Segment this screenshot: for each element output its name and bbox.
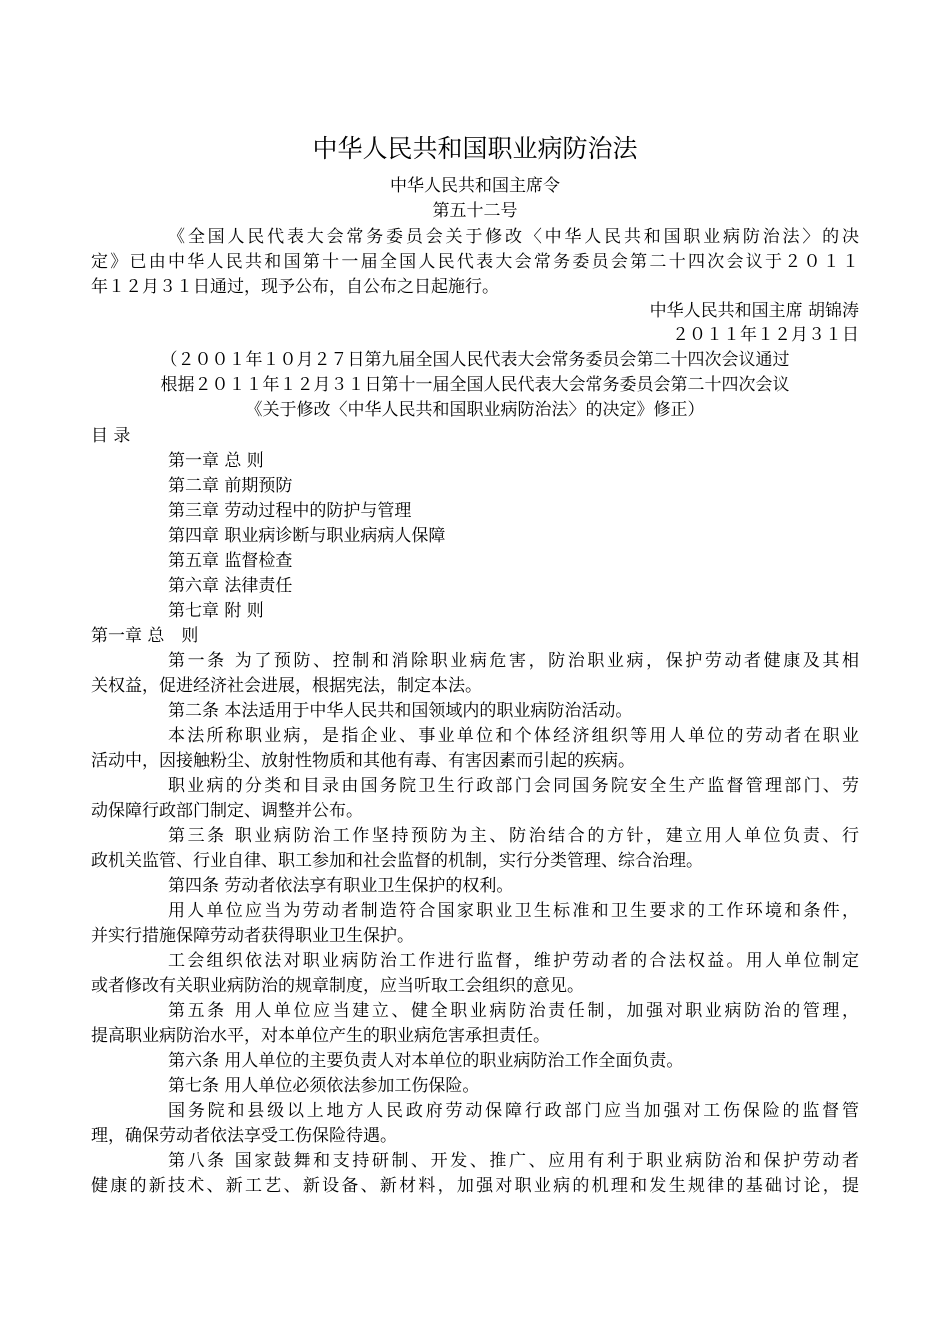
article-line: 健康的新技术、新工艺、新设备、新材料，加强对职业病的机理和发生规律的基础讨论，提	[91, 1176, 859, 1196]
article-line: 提高职业病防治水平，对本单位产生的职业病危害承担责任。	[91, 1026, 550, 1046]
article-line: 第二条 本法适用于中华人民共和国领域内的职业病防治活动。	[168, 701, 633, 721]
article-line: 职业病的分类和目录由国务院卫生行政部门会同国务院安全生产监督管理部门、劳	[168, 776, 859, 796]
article-line: 用人单位应当为劳动者制造符合国家职业卫生标准和卫生要求的工作环境和条件，	[168, 901, 859, 921]
article-line: 政机关监管、行业自律、职工参加和社会监督的机制，实行分类管理、综合治理。	[91, 851, 703, 871]
toc-item: 第一章 总 则	[168, 451, 264, 471]
chapter-heading: 第一章 总 则	[91, 626, 199, 646]
article-line: 第四条 劳动者依法享有职业卫生保护的权利。	[168, 876, 514, 896]
signature: 中华人民共和国主席 胡锦涛	[649, 301, 859, 321]
toc-heading: 目 录	[91, 426, 131, 446]
article-line: 活动中，因接触粉尘、放射性物质和其他有毒、有害因素而引起的疾病。	[91, 751, 635, 771]
article-line: 国务院和县级以上地方人民政府劳动保障行政部门应当加强对工伤保险的监督管	[168, 1101, 859, 1121]
toc-item: 第五章 监督检查	[168, 551, 293, 571]
toc-item: 第七章 附 则	[168, 601, 264, 621]
article-line: 第六条 用人单位的主要负责人对本单位的职业病防治工作全面负责。	[168, 1051, 684, 1071]
order-issuer: 中华人民共和国主席令	[390, 176, 560, 196]
article-line: 第一条 为了预防、控制和消除职业病危害，防治职业病，保护劳动者健康及其相	[168, 651, 859, 671]
article-line: 或者修改有关职业病防治的规章制度，应当听取工会组织的意见。	[91, 976, 584, 996]
signature-date: ２０１１年１２月３１日	[672, 325, 859, 345]
toc-item: 第三章 劳动过程中的防护与管理	[168, 501, 412, 521]
article-line: 并实行措施保障劳动者获得职业卫生保护。	[91, 926, 414, 946]
toc-item: 第四章 职业病诊断与职业病病人保障	[168, 526, 446, 546]
article-line: 理，确保劳动者依法享受工伤保险待遇。	[91, 1126, 397, 1146]
article-line: 第七条 用人单位必须依法参加工伤保险。	[168, 1076, 480, 1096]
decision-line: 定》已由中华人民共和国第十一届全国人民代表大会常务委员会第二十四次会议于２０１１	[91, 252, 859, 272]
article-line: 第五条 用人单位应当建立、健全职业病防治责任制，加强对职业病防治的管理，	[168, 1001, 859, 1021]
article-line: 动保障行政部门制定、调整并公布。	[91, 801, 363, 821]
decision-line: 《全国人民代表大会常务委员会关于修改〈中华人民共和国职业病防治法〉的决	[168, 227, 859, 247]
article-line: 工会组织依法对职业病防治工作进行监督，维护劳动者的合法权益。用人单位制定	[168, 951, 859, 971]
article-line: 第三条 职业病防治工作坚持预防为主、防治结合的方针，建立用人单位负责、行	[168, 826, 859, 846]
toc-item: 第六章 法律责任	[168, 576, 293, 596]
revision-note-line: 根据２０１１年１２月３１日第十一届全国人民代表大会常务委员会第二十四次会议	[160, 375, 790, 395]
revision-note-line: 《关于修改〈中华人民共和国职业病防治法〉的决定》修正）	[245, 400, 705, 420]
decision-line: 年１２月３１日通过，现予公布，自公布之日起施行。	[91, 277, 499, 297]
toc-item: 第二章 前期预防	[168, 476, 293, 496]
revision-note-line: （２００１年１０月２７日第九届全国人民代表大会常务委员会第二十四次会议通过	[160, 350, 790, 370]
article-line: 关权益，促进经济社会进展，根据宪法，制定本法。	[91, 676, 482, 696]
article-line: 本法所称职业病，是指企业、事业单位和个体经济组织等用人单位的劳动者在职业	[168, 726, 859, 746]
article-line: 第八条 国家鼓舞和支持研制、开发、推广、应用有利于职业病防治和保护劳动者	[168, 1151, 859, 1171]
order-number: 第五十二号	[432, 201, 518, 221]
document-title: 中华人民共和国职业病防治法	[312, 134, 638, 163]
